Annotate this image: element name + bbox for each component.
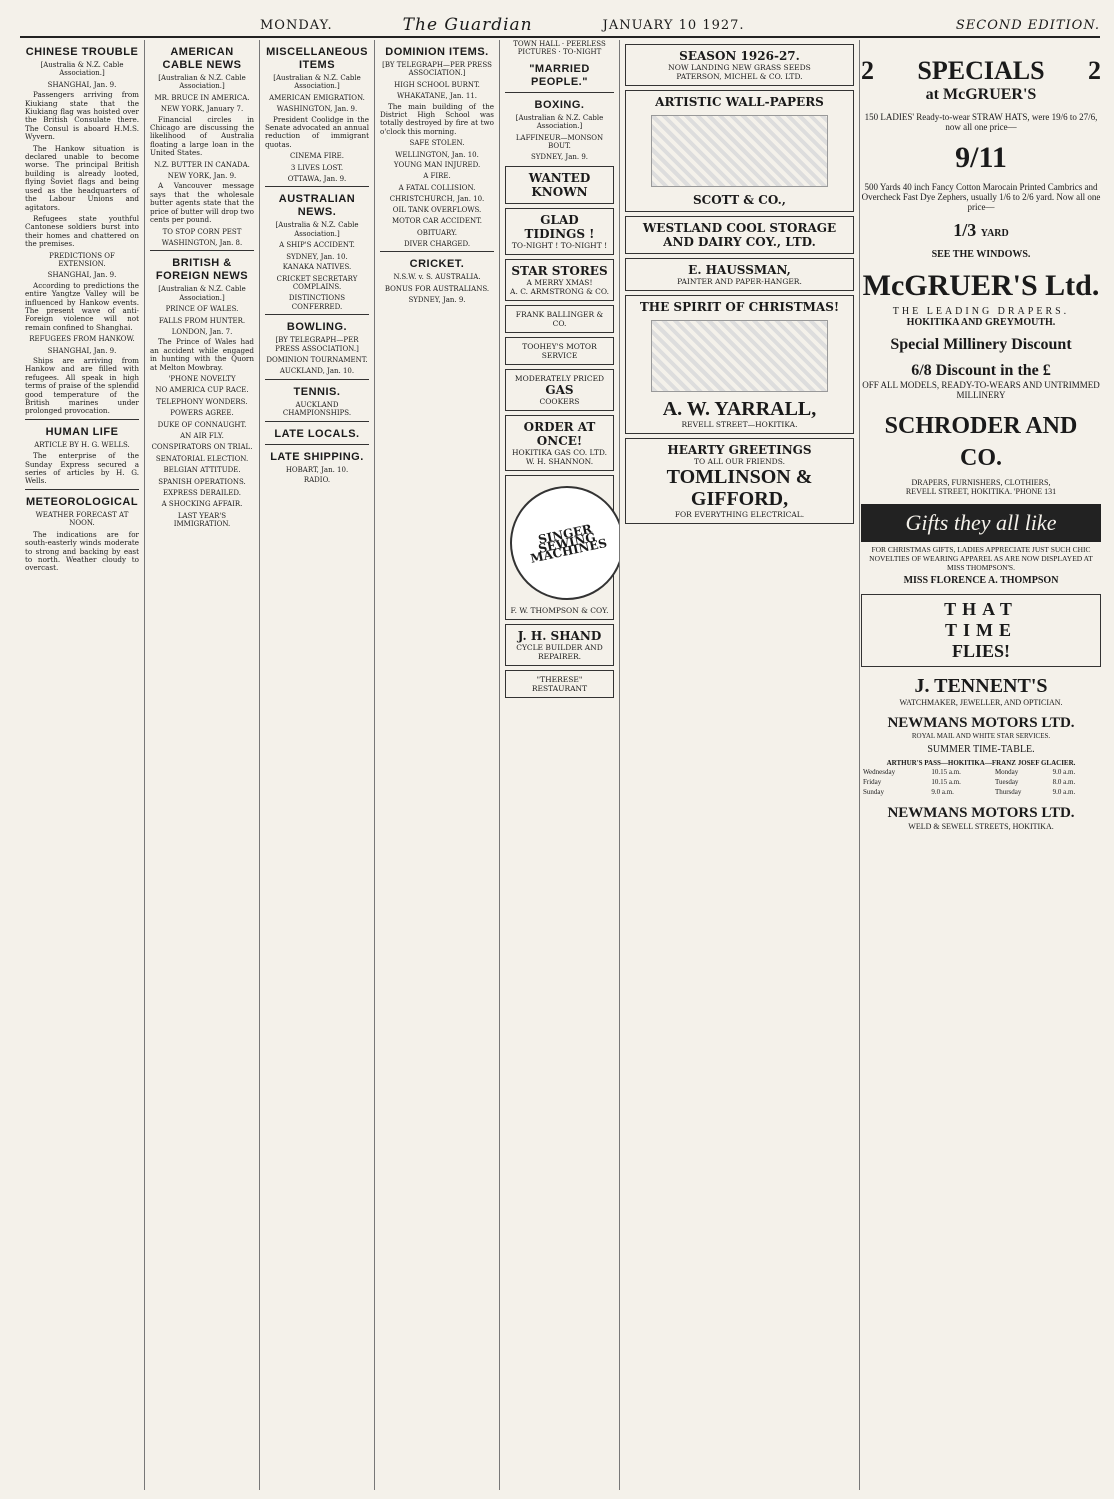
subhead: AN AIR FLY. — [180, 432, 224, 440]
subhead: DISTINCTIONS CONFERRED. — [288, 294, 346, 311]
ad-greetings: HEARTY GREETINGS TO ALL OUR FRIENDS. TOMLINSON & GIFFORD, FOR EVERYTHING ELECTRICAL. — [625, 438, 854, 524]
subhead: MOTOR CAR ACCIDENT. — [392, 217, 482, 226]
ad-singer: SINGER SEWING MACHINES F. W. THOMPSON & COY. — [505, 475, 614, 620]
paragraph: Ships are arriving from Hankow and are filled with refugees. All speak in high terms of praise of the splendid good temperature of the British marines under prolonged provocation. — [25, 356, 139, 416]
subhead: POWERS AGREE. — [170, 409, 234, 418]
singer-logo: SINGER SEWING MACHINES — [500, 475, 620, 610]
ad-haussman: E. HAUSSMAN, PAINTER AND PAPER-HANGER. — [625, 258, 854, 291]
schroder-title: SCHRODER AND CO. — [884, 413, 1078, 471]
subhead: LAFFINEUR—MONSON BOUT. — [515, 133, 604, 151]
subhead: BONUS FOR AUSTRALIANS. — [384, 284, 490, 293]
column-3 — [260, 40, 375, 1490]
ad-glad-tidings: GLAD TIDINGS ! TO-NIGHT ! TO-NIGHT ! — [505, 208, 614, 255]
subhead: NO AMERICA CUP RACE. — [155, 386, 249, 395]
tennent-title: J. TENNENT'S — [914, 675, 1048, 697]
cinema-hall: TOWN HALL — [513, 40, 560, 48]
paragraph: A Vancouver message says that the wholesale butter agents state that the price of butter will drop two cents per pound. — [150, 181, 254, 225]
ad-westland: WESTLAND COOL STORAGE AND DAIRY COY., LTD. — [625, 216, 854, 254]
see-windows: SEE THE WINDOWS. — [931, 249, 1031, 260]
column-4 — [375, 40, 500, 1490]
subhead: AUCKLAND CHAMPIONSHIPS. — [282, 400, 352, 418]
ad-wanted-known: WANTED KNOWN — [505, 166, 614, 204]
subhead: RADIO. — [303, 475, 331, 484]
headline: CHINESE TROUBLE — [25, 46, 139, 58]
table-row: Sunday 9.0 a.m. Thursday 9.0 a.m. — [863, 788, 1076, 796]
dateline: HOBART, Jan. 10. — [285, 465, 349, 474]
subhead: CRICKET SECRETARY COMPLAINS. — [276, 274, 358, 291]
ad-toohey: TOOHEY'S MOTOR SERVICE — [505, 337, 614, 365]
ad-time-flies: THAT TIME FLIES! — [861, 594, 1101, 667]
source: [BY TELEGRAPH—PER PRESS ASSOCIATION.] — [275, 336, 359, 353]
subhead: ARTICLE BY H. G. WELLS. — [34, 440, 130, 449]
source: [Australian & N.Z. Cable Association.] — [515, 113, 604, 131]
specials-line-1: 150 LADIES' Ready-to-wear STRAW HATS, were 19/6 to 27/6, now all one price— — [864, 112, 1098, 132]
headline: TENNIS. — [293, 385, 341, 398]
dateline: SHANGHAI, Jan. 9. — [47, 346, 117, 355]
newmans-tag: ROYAL MAIL AND WHITE STAR SERVICES. — [911, 732, 1051, 740]
dateline: SHANGHAI, Jan. 9. — [47, 271, 117, 280]
headline: AUSTRALIAN NEWS. — [278, 193, 356, 219]
dateline: AUCKLAND, Jan. 10. — [279, 367, 355, 376]
dateline: WASHINGTON, Jan. 8. — [161, 238, 243, 247]
subhead: PRINCE OF WALES. — [165, 305, 239, 314]
price-1: 9/11 — [955, 141, 1007, 174]
source: [Australia & N.Z. Cable Association.] — [40, 61, 124, 78]
subhead: CINEMA FIRE. — [289, 152, 345, 161]
newmans-title: NEWMANS MOTORS LTD. — [887, 715, 1075, 731]
paragraph: Refugees state youthful Cantonese soldiers burst into their homes and chattered on the premises. — [25, 213, 139, 249]
headline: BRITISH & FOREIGN NEWS — [155, 257, 249, 283]
subhead: FALLS FROM HUNTER. — [158, 316, 246, 325]
dateline: WASHINGTON, Jan. 9. — [276, 105, 358, 114]
dateline: SHANGHAI, Jan. 9. — [47, 80, 117, 89]
source: [Australian & N.Z. Cable Association.] — [273, 74, 361, 91]
paragraph: Passengers arriving from Kiukiang state that the Kiukiang flag was hoisted over the British Consulate there. The Consul is aboard H.M.S. Wyvern. — [25, 90, 139, 142]
subhead: DIVER CHARGED. — [403, 239, 471, 248]
dateline: SYDNEY, Jan. 10. — [286, 252, 348, 261]
paragraph: The indications are for south-easterly winds moderate to strong and backing by east to north. Weather cloudy to overcast. — [25, 529, 139, 573]
subhead: SENATORIAL ELECTION. — [155, 454, 249, 463]
subhead: DUKE OF CONNAUGHT. — [157, 420, 247, 429]
ad-yarrall: THE SPIRIT OF CHRISTMAS! A. W. YARRALL, REVELL STREET—HOKITIKA. — [625, 295, 854, 434]
timetable — [861, 767, 1101, 797]
subhead: TO STOP CORN PEST — [162, 227, 242, 236]
subhead: 'PHONE NOVELTY — [168, 374, 236, 383]
masthead-title: The Guardian — [402, 15, 533, 35]
subhead: REFUGEES FROM HANKOW. — [29, 335, 135, 344]
subhead: MR. BRUCE IN AMERICA. — [154, 93, 250, 102]
subhead: N.S.W. v. S. AUSTRALIA. — [393, 273, 481, 282]
dateline: WHAKATANE, Jan. 11. — [396, 92, 478, 101]
mcgruer-tag: THE LEADING DRAPERS. — [892, 306, 1070, 317]
subhead: SPANISH OPERATIONS. — [158, 477, 246, 486]
ad-gas-cookers: MODERATELY PRICED GAS COOKERS — [505, 369, 614, 411]
headline: MISCELLANEOUS ITEMS — [266, 46, 368, 71]
subhead: OBITUARY. — [416, 228, 458, 237]
column-5 — [500, 40, 620, 1490]
subhead: SAFE STOLEN. — [409, 139, 465, 148]
source: [Australian & N.Z. Cable Association.] — [158, 74, 246, 91]
headline: LATE LOCALS. — [274, 427, 360, 440]
headline: AMERICAN CABLE NEWS — [162, 46, 242, 71]
column-2 — [145, 40, 260, 1490]
schroder-address: REVELL STREET, HOKITIKA. 'PHONE 131 — [905, 487, 1057, 496]
headline: CRICKET. — [409, 258, 465, 271]
subhead: 3 LIVES LOST. — [290, 163, 344, 172]
cinema-header: TOWN HALL · PEERLESS PICTURES · TO-NIGHT — [513, 40, 606, 57]
ad-ballinger: FRANK BALLINGER & CO. — [505, 305, 614, 333]
headline: METEOROLOGICAL — [25, 495, 139, 508]
paragraph: The enterprise of the Sunday Express secured a series of articles by H. G. Wells. — [25, 451, 139, 486]
subhead: BELGIAN ATTITUDE. — [163, 466, 241, 475]
ad-therese: "THERESE" RESTAURANT — [505, 670, 614, 698]
table-row: Wednesday 10.15 a.m. Monday 9.0 a.m. — [863, 768, 1076, 776]
subhead: YOUNG MAN INJURED. — [393, 161, 481, 170]
table-row: Friday 10.15 a.m. Tuesday 8.0 a.m. — [863, 778, 1076, 786]
ad-season: SEASON 1926-27. NOW LANDING NEW GRASS SEEDS PATERSON, MICHEL & CO. LTD. — [625, 44, 854, 86]
subhead: A FIRE. — [423, 172, 451, 181]
price-2: 1/3 YARD — [953, 220, 1009, 240]
film-title: "MARRIED PEOPLE." — [529, 62, 590, 88]
paragraph: President Coolidge in the Senate advocated an annual reduction of immigrant quotas. — [265, 114, 369, 149]
subhead: CONSPIRATORS ON TRIAL. — [151, 443, 253, 452]
paragraph: According to predictions the entire Yangtze Valley will be influenced by Hankow events. The present wave of anti-Foreign violence will not remain confined to Shanghai. — [25, 280, 139, 332]
subhead: DOMINION TOURNAMENT. — [266, 355, 368, 364]
discount: 6/8 Discount in the £ — [911, 362, 1051, 379]
subhead: WEATHER FORECAST AT NOON. — [35, 510, 129, 528]
newmans-title-2: NEWMANS MOTORS LTD. — [887, 805, 1075, 821]
specials-line-2: 500 Yards 40 inch Fancy Cotton Marocain Printed Cambrics and Overcheck Fast Dye Zephers, usually 1/6 to 2/6 yard. Now all one price— — [861, 182, 1101, 212]
dateline: SYDNEY, Jan. 9. — [530, 153, 589, 162]
subhead: KANAKA NATIVES. — [282, 263, 352, 272]
ad-order: ORDER AT ONCE! HOKITIKA GAS CO. LTD. W. H. SHANNON. — [505, 415, 614, 471]
dateline: OTTAWA, Jan. 9. — [287, 175, 347, 184]
newmans-address: WELD & SEWELL STREETS, HOKITIKA. — [908, 822, 1054, 831]
dateline: SYDNEY, Jan. 9. — [408, 296, 466, 305]
dateline: NEW YORK, Jan. 9. — [167, 172, 237, 181]
headline: LATE SHIPPING. — [270, 450, 364, 463]
subhead: A SHOCKING AFFAIR. — [161, 500, 243, 509]
subhead: A FATAL COLLISION. — [398, 183, 476, 192]
source: [Australia & N.Z. Cable Association.] — [275, 221, 359, 238]
headline: DOMINION ITEMS. — [385, 46, 489, 58]
masthead — [20, 14, 1100, 38]
specials-at: at McGRUER'S — [925, 86, 1037, 103]
subhead: LAST YEAR'S IMMIGRATION. — [173, 511, 231, 529]
headline: HUMAN LIFE — [45, 425, 119, 438]
masthead-date: JANUARY 10 1927. — [602, 17, 745, 33]
dateline: WELLINGTON, Jan. 10. — [395, 150, 479, 159]
paragraph: The Hankow situation is declared unable to become worse. The principal British building is already looted, flying Soviet flags and being used as the headquarters of the Labour Unions and agitators. — [25, 143, 139, 212]
column-7 — [861, 40, 1101, 1490]
dateline: LONDON, Jan. 7. — [171, 327, 233, 336]
paragraph: The main building of the District High School was totally destroyed by fire at two o'clock this morning. — [380, 101, 494, 136]
schroder-tag: DRAPERS, FURNISHERS, CLOTHIERS, — [911, 478, 1051, 487]
subhead: HIGH SCHOOL BURNT. — [394, 80, 480, 89]
ad-wallpapers: ARTISTIC WALL-PAPERS SCOTT & CO., — [625, 90, 854, 212]
paragraph: Financial circles in Chicago are discussing the likelihood of Australia floating a large loan in the United States. — [150, 114, 254, 158]
cinema-name: PEERLESS PICTURES — [517, 40, 606, 57]
masthead-day: MONDAY. — [260, 17, 333, 33]
specials-banner: 2 SPECIALS 2 — [861, 56, 1101, 85]
subhead: OIL TANK OVERFLOWS. — [392, 205, 482, 214]
dateline: NEW YORK, January 7. — [160, 105, 244, 114]
thompson: MISS FLORENCE A. THOMPSON — [903, 575, 1059, 586]
ad-shand: J. H. SHAND CYCLE BUILDER AND REPAIRER. — [505, 624, 614, 666]
route: ARTHUR'S PASS—HOKITIKA—FRANZ JOSEF GLACIER. — [886, 759, 1076, 767]
column-1 — [20, 40, 145, 1490]
mcgruer-title: McGRUER'S Ltd. — [862, 269, 1100, 302]
discount-details: OFF ALL MODELS, READY-TO-WEARS AND UNTRIMMED MILLINERY — [862, 380, 1100, 400]
subhead: N.Z. BUTTER IN CANADA. — [154, 160, 250, 169]
dateline: CHRISTCHURCH, Jan. 10. — [389, 195, 485, 204]
headline: BOWLING. — [286, 321, 348, 334]
source: [Australian & N.Z. Cable Association.] — [158, 285, 246, 302]
gifts-text: FOR CHRISTMAS GIFTS, LADIES APPRECIATE JUST SUCH CHIC NOVELTIES OF WEARING APPAREL AS ARE NOW DISPLAYED AT MISS THOMPSON'S. — [869, 545, 1093, 572]
headline: BOXING. — [534, 98, 585, 111]
subhead: TELEPHONY WONDERS. — [156, 397, 248, 406]
paragraph: The Prince of Wales had an accident while engaged in hunting with the Quorn at Melton Mowbray. — [150, 337, 254, 372]
tennent-tag: WATCHMAKER, JEWELLER, AND OPTICIAN. — [899, 698, 1063, 707]
ad-star-stores: STAR STORES A MERRY XMAS! A. C. ARMSTRONG & CO. — [505, 259, 614, 301]
millinery: Special Millinery Discount — [890, 336, 1072, 353]
column-6 — [620, 40, 860, 1490]
subhead: A SHIP'S ACCIDENT. — [279, 241, 355, 250]
source: [BY TELEGRAPH—PER PRESS ASSOCIATION.] — [382, 61, 492, 78]
cinema-time: TO-NIGHT — [562, 48, 602, 57]
summer-timetable: SUMMER TIME-TABLE. — [927, 744, 1035, 755]
subhead: PREDICTIONS OF EXTENSION. — [49, 251, 115, 268]
subhead: AMERICAN EMIGRATION. — [269, 93, 365, 102]
subhead: EXPRESS DERAILED. — [162, 489, 242, 498]
gifts-banner: Gifts they all like — [861, 504, 1101, 542]
mcgruer-towns: HOKITIKA AND GREYMOUTH. — [906, 317, 1056, 328]
masthead-edition: SECOND EDITION. — [955, 17, 1100, 33]
